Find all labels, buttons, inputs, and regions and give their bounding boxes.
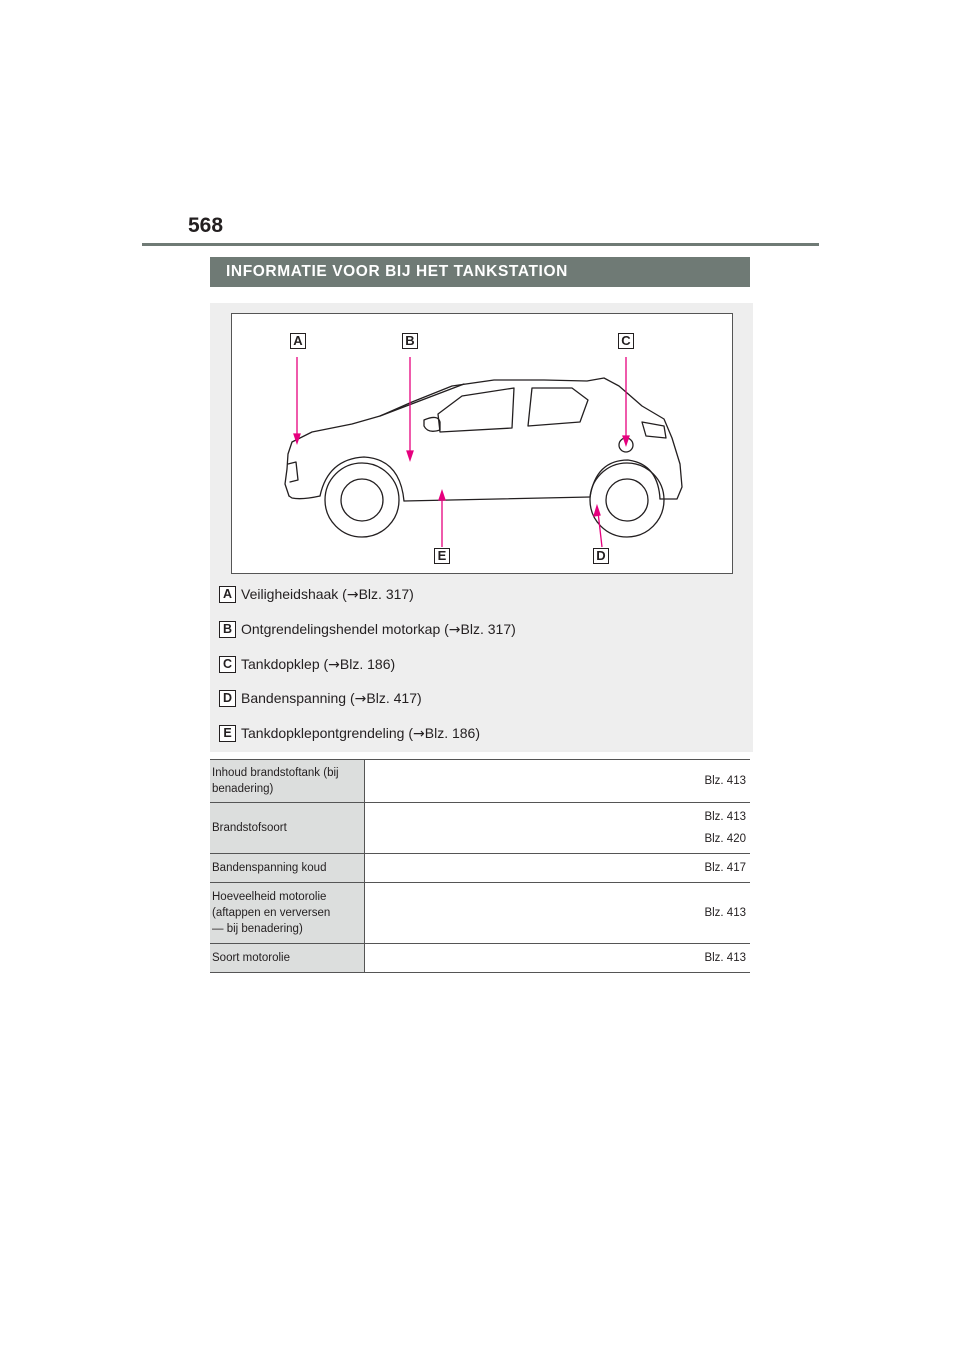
pointer-D-head: [594, 506, 600, 516]
pointer-E-head: [439, 491, 445, 500]
callout-B: B: [402, 333, 418, 349]
legend-text: Bandenspanning (→Blz. 417): [241, 689, 422, 707]
car-diagram: [231, 313, 733, 574]
arrow-icon: →: [448, 621, 461, 638]
table-label: Bandenspanning koud: [210, 854, 365, 883]
table-ref: Blz. 413: [365, 883, 751, 944]
legend-key: B: [219, 621, 236, 638]
front-rim: [341, 479, 383, 521]
legend-item: [219, 724, 480, 742]
legend-text: Veiligheidshaak (→Blz. 317): [241, 585, 414, 603]
table-ref: Blz. 413: [365, 944, 751, 973]
arrow-icon: →: [346, 586, 359, 603]
arrow-icon: →: [354, 690, 367, 707]
legend-key: C: [219, 656, 236, 673]
section-title: INFORMATIE VOOR BIJ HET TANKSTATION: [210, 257, 750, 287]
legend-text: Tankdopklepontgrendeling (→Blz. 186): [241, 724, 480, 742]
arrow-icon: →: [413, 725, 425, 742]
table-row: [210, 944, 750, 973]
legend-text: Ontgrendelingshendel motorkap (→Blz. 317): [241, 620, 516, 638]
rear-rim: [606, 479, 648, 521]
legend-text: Tankdopklep (→Blz. 186): [241, 655, 396, 673]
legend-item: [219, 689, 422, 707]
table-row: [210, 854, 750, 883]
callout-A: A: [290, 333, 306, 349]
callout-E: E: [434, 548, 450, 564]
callout-D: D: [593, 548, 609, 564]
pointer-A-head: [294, 434, 300, 443]
header-rule: [142, 243, 819, 246]
sill-line: [404, 497, 590, 501]
table-label: Brandstofsoort: [210, 803, 365, 854]
table-row: [210, 883, 750, 944]
car-illustration: [232, 314, 734, 575]
pointer-C-head: [623, 436, 629, 445]
front-window: [438, 388, 514, 432]
rear-window: [528, 388, 588, 426]
legend-key: A: [219, 586, 236, 603]
front-bumper: [289, 496, 320, 499]
table-label: Inhoud brandstoftank (bij benadering): [210, 760, 365, 803]
front-grille: [288, 462, 298, 482]
table-label: Soort motorolie: [210, 944, 365, 973]
table-ref: Blz. 413: [365, 760, 751, 803]
tail-light: [642, 422, 666, 438]
page-number: 568: [188, 214, 224, 237]
windshield: [380, 384, 464, 416]
legend-key: D: [219, 690, 236, 707]
table-ref: Blz. 417: [365, 854, 751, 883]
callout-C: C: [618, 333, 634, 349]
table-row: [210, 760, 750, 803]
table-ref: Blz. 413 Blz. 420: [365, 803, 751, 854]
pointer-B-head: [407, 451, 413, 460]
side-mirror: [424, 417, 440, 431]
legend-item: [219, 620, 516, 638]
legend-item: [219, 585, 414, 603]
table-row: [210, 803, 750, 854]
legend-key: E: [219, 725, 236, 742]
rear-tire: [590, 463, 664, 537]
legend-item: [219, 655, 395, 673]
arrow-icon: →: [328, 656, 340, 673]
front-tire: [325, 463, 399, 537]
pointer-D-line: [598, 512, 602, 547]
table-label: Hoeveelheid motorolie (aftappen en verversen — bij benadering): [210, 883, 365, 944]
reference-table: [210, 759, 750, 973]
